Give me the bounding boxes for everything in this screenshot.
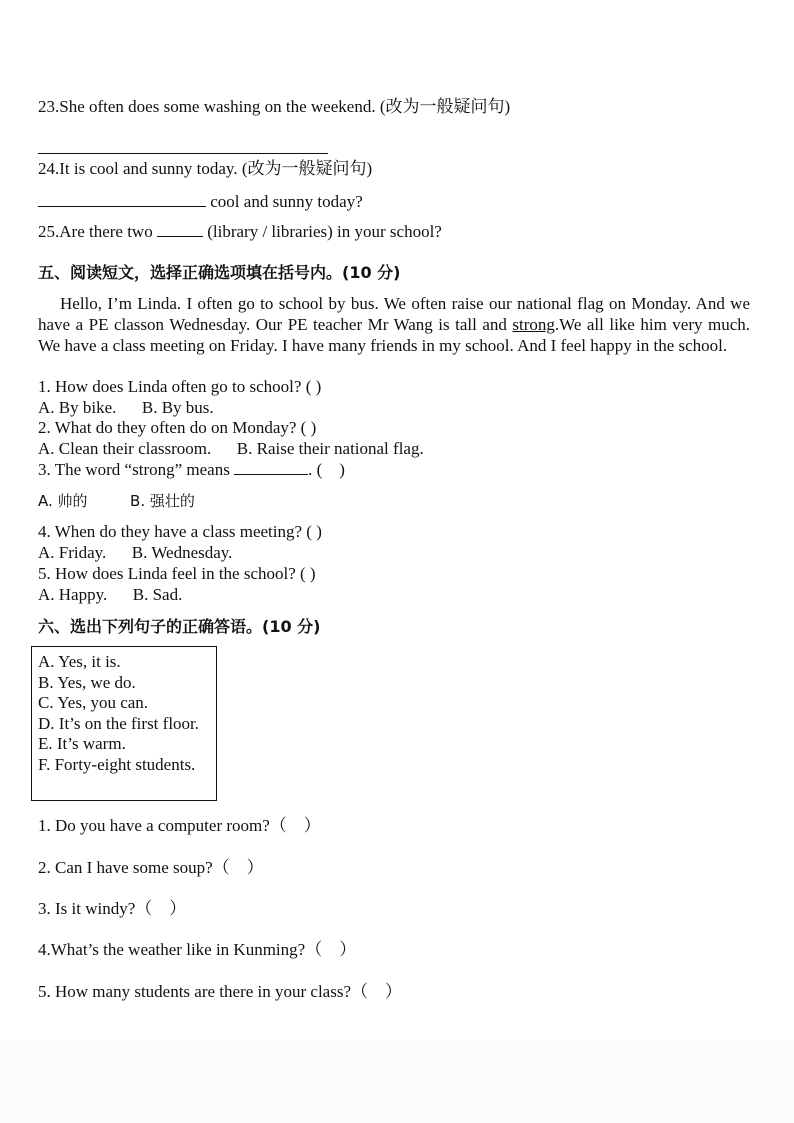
match-question-1: 1. Do you have a computer room?（ ）: [38, 816, 321, 835]
answer-24-tail: cool and sunny today?: [210, 192, 363, 211]
match-question-2: 2. Can I have some soup?（ ）: [38, 858, 264, 877]
reading-question-1: 1. How does Linda often go to school? ( ): [38, 377, 322, 396]
reading-option-3a: A. 帅的: [38, 492, 88, 510]
answer-option-e: E. It’s warm.: [38, 734, 126, 754]
answer-option-c: C. Yes, you can.: [38, 693, 149, 713]
reading-question-3: [38, 459, 345, 480]
reading-options-4: A. Friday. B. Wednesday.: [38, 543, 233, 562]
question-25-prefix: 25.Are there two: [38, 222, 153, 241]
reading-answer-blank-3[interactable]: [234, 459, 308, 475]
section5-heading: 五、阅读短文，选择正确选项填在括号内。(10 分): [38, 263, 401, 282]
match-question-4: 4.What’s the weather like in Kunming?（ ）: [38, 940, 357, 959]
reading-question-3-suffix: . ( ): [308, 460, 345, 479]
reading-options-2: A. Clean their classroom. B. Raise their national flag.: [38, 439, 424, 458]
answer-blank-24[interactable]: [38, 189, 206, 207]
passage-part1: Hello, I’m Linda. I often go to school by bus. We often raise our national flag on Monday. And we have a PE classon Wednesday. Our PE teacher Mr Wang is tall and: [38, 294, 750, 334]
reading-options-3: [38, 490, 195, 512]
reading-options-5: A. Happy. B. Sad.: [38, 585, 183, 604]
answer-options-box: [31, 646, 217, 801]
question-24: 24.It is cool and sunny today. (改为一般疑问句): [38, 159, 373, 178]
reading-question-2: 2. What do they often do on Monday? ( ): [38, 418, 317, 437]
answer-line-23[interactable]: [38, 138, 328, 159]
answer-line-24: [38, 189, 363, 212]
reading-question-3-prefix: 3. The word “strong” means: [38, 460, 230, 479]
reading-question-5: 5. How does Linda feel in the school? ( ): [38, 564, 316, 583]
question-25-suffix: (library / libraries) in your school?: [207, 222, 442, 241]
match-question-3: 3. Is it windy?（ ）: [38, 899, 187, 918]
question-25: [38, 221, 442, 242]
reading-option-3b: B. 强壮的: [130, 492, 195, 510]
answer-option-a: A. Yes, it is.: [38, 652, 121, 671]
page-bottom-margin: [0, 1040, 794, 1123]
match-question-5: 5. How many students are there in your class?（ ）: [38, 982, 402, 1001]
reading-question-4: 4. When do they have a class meeting? ( ): [38, 522, 322, 541]
reading-passage: [38, 293, 750, 356]
passage-part2: .We all like him very much. We have a class meeting on Friday. I have many friends in my school. And I feel happy in the school.: [38, 315, 751, 355]
section6-heading: 六、选出下列句子的正确答语。(10 分): [38, 617, 321, 636]
answer-option-b: B. Yes, we do.: [38, 672, 136, 692]
answer-blank-25[interactable]: [157, 221, 203, 237]
reading-options-1: A. By bike. B. By bus.: [38, 398, 214, 417]
passage-underlined-word: strong: [512, 315, 555, 334]
answer-option-f: F. Forty-eight students.: [38, 754, 196, 774]
answer-option-d: D. It’s on the first floor.: [38, 713, 200, 733]
question-23: 23.She often does some washing on the weekend. (改为一般疑问句): [38, 97, 511, 116]
